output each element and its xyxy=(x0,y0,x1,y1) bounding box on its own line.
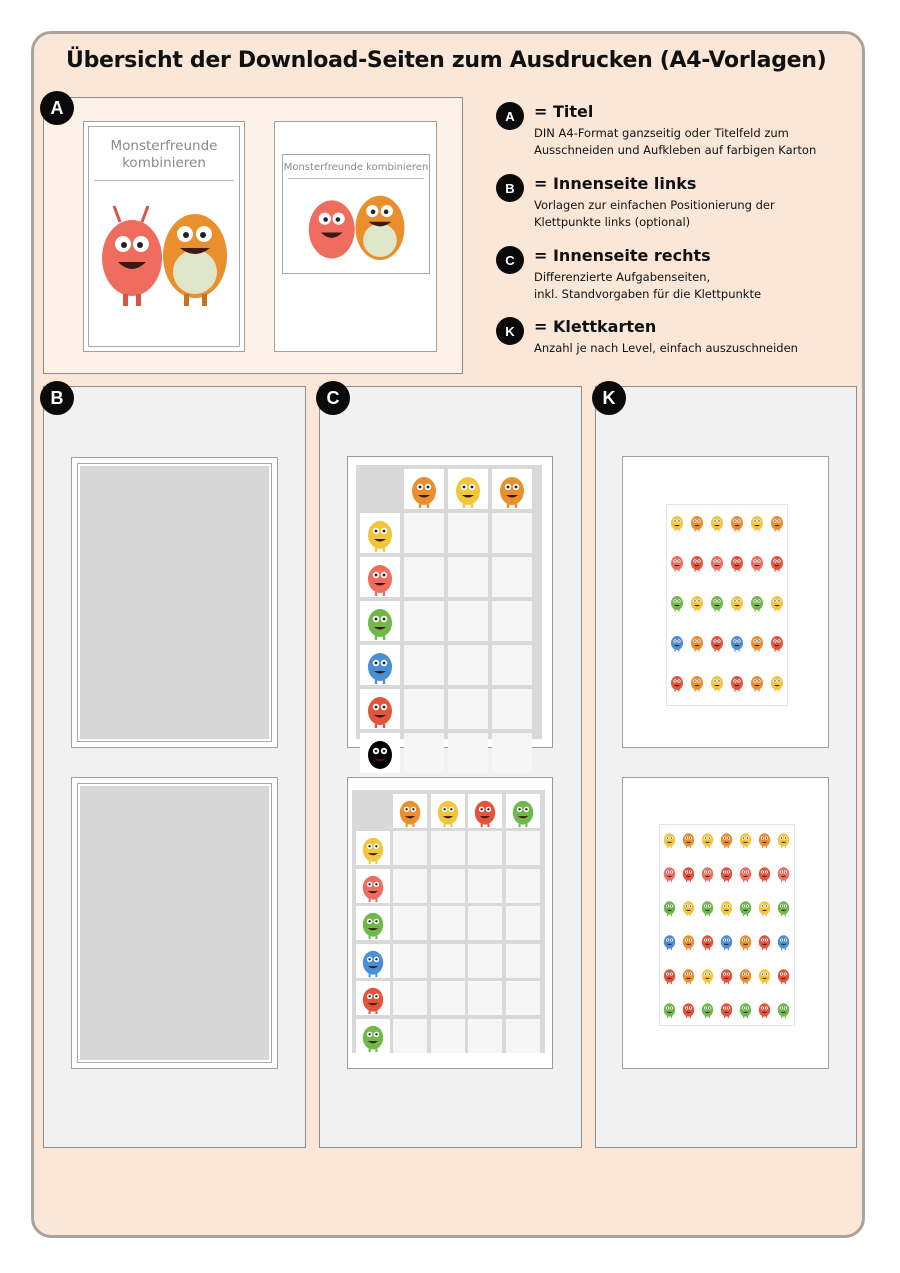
legend-title-b: = Innenseite links xyxy=(534,174,697,193)
grid-cell xyxy=(393,831,427,865)
velcro-card xyxy=(727,549,747,575)
velcro-card xyxy=(717,897,736,917)
velcro-card xyxy=(707,549,727,575)
monster-thumbnail xyxy=(356,869,390,903)
cover-title xyxy=(88,138,240,172)
legend-title-a: = Titel xyxy=(534,102,594,121)
velcro-card xyxy=(707,509,727,535)
grid-header-cell xyxy=(506,794,540,828)
grid-cell xyxy=(404,689,444,729)
legend-desc-c-line2: inkl. Standvorgaben für die Klettpunkte xyxy=(534,287,762,301)
monster-thumbnail xyxy=(492,469,532,509)
grid-cell xyxy=(404,601,444,641)
velcro-card xyxy=(707,669,727,695)
task-grid xyxy=(352,790,545,1053)
velcro-template-area xyxy=(78,784,271,1062)
velcro-card xyxy=(679,999,698,1019)
grid-header-cell xyxy=(360,689,400,729)
velcro-card xyxy=(727,589,747,615)
badge-a: A xyxy=(40,91,74,125)
grid-cell xyxy=(404,733,444,773)
velcro-card xyxy=(679,863,698,883)
page-title: Übersicht der Download-Seiten zum Ausdrucken (A4-Vorlagen) xyxy=(66,48,827,73)
legend-badge-a: A xyxy=(496,102,524,130)
velcro-card xyxy=(736,999,755,1019)
grid-cell xyxy=(393,944,427,978)
grid-header-cell xyxy=(448,469,488,509)
velcro-card xyxy=(755,897,774,917)
grid-cell xyxy=(492,645,532,685)
velcro-card xyxy=(660,829,679,849)
grid-cell xyxy=(448,689,488,729)
grid-cell xyxy=(506,1019,540,1053)
grid-cell xyxy=(492,513,532,553)
velcro-card xyxy=(736,829,755,849)
grid-cell xyxy=(506,944,540,978)
badge-c: C xyxy=(316,381,350,415)
velcro-card xyxy=(747,589,767,615)
legend-desc-a-line1: DIN A4-Format ganzseitig oder Titelfeld zum xyxy=(534,126,789,140)
velcro-cards-page-2 xyxy=(622,777,829,1069)
velcro-card xyxy=(667,629,687,655)
grid-cell xyxy=(468,944,502,978)
grid-header-cell xyxy=(356,981,390,1015)
velcro-card xyxy=(660,863,679,883)
grid-cell xyxy=(492,689,532,729)
velcro-card xyxy=(679,829,698,849)
velcro-card xyxy=(755,999,774,1019)
velcro-card xyxy=(717,999,736,1019)
velcro-card xyxy=(767,669,787,695)
velcro-card xyxy=(660,965,679,985)
velcro-cards-page-1 xyxy=(622,456,829,748)
inner-left-page-1 xyxy=(71,457,278,748)
velcro-card xyxy=(774,999,793,1019)
grid-cell xyxy=(506,831,540,865)
monster-thumbnail xyxy=(448,469,488,509)
velcro-card xyxy=(660,931,679,951)
grid-cell xyxy=(431,831,465,865)
legend-desc-k xyxy=(534,340,854,357)
grid-header-cell xyxy=(356,831,390,865)
velcro-card xyxy=(707,629,727,655)
monster-thumbnail xyxy=(468,794,502,828)
legend-desc-b-line1: Vorlagen zur einfachen Positionierung der xyxy=(534,198,775,212)
grid-cell xyxy=(393,869,427,903)
velcro-card xyxy=(667,589,687,615)
grid-cell xyxy=(448,513,488,553)
grid-cell xyxy=(468,869,502,903)
velcro-template-area xyxy=(78,464,271,741)
grid-cell xyxy=(404,645,444,685)
velcro-cards-sheet xyxy=(666,504,788,706)
velcro-card xyxy=(774,863,793,883)
velcro-card xyxy=(736,863,755,883)
velcro-card xyxy=(679,897,698,917)
grid-cell xyxy=(431,906,465,940)
cover-title-rule xyxy=(94,180,234,181)
cover-page-title-field xyxy=(274,121,437,352)
velcro-card xyxy=(687,629,707,655)
legend-title-k: = Klettkarten xyxy=(534,317,657,336)
velcro-card xyxy=(698,829,717,849)
grid-cell xyxy=(404,557,444,597)
velcro-card xyxy=(736,931,755,951)
grid-cell xyxy=(404,513,444,553)
monster-thumbnail xyxy=(356,944,390,978)
monster-thumbnail xyxy=(360,733,400,773)
grid-header-cell xyxy=(356,906,390,940)
monster-friends-small-illustration xyxy=(293,182,421,270)
velcro-card xyxy=(727,509,747,535)
velcro-card xyxy=(747,509,767,535)
legend-title-c: = Innenseite rechts xyxy=(534,246,711,265)
velcro-card xyxy=(736,897,755,917)
cover-title-line2: kombinieren xyxy=(122,155,206,171)
velcro-card xyxy=(717,931,736,951)
grid-header-cell xyxy=(360,601,400,641)
velcro-card xyxy=(767,509,787,535)
grid-cell xyxy=(448,645,488,685)
badge-k: K xyxy=(592,381,626,415)
velcro-card xyxy=(767,549,787,575)
velcro-card xyxy=(698,931,717,951)
monster-thumbnail xyxy=(360,645,400,685)
grid-cell xyxy=(448,601,488,641)
legend-desc-b-line2: Klettpunkte links (optional) xyxy=(534,215,691,229)
monster-thumbnail xyxy=(360,513,400,553)
grid-header-cell xyxy=(360,645,400,685)
velcro-card xyxy=(660,999,679,1019)
grid-header-cell xyxy=(356,1019,390,1053)
grid-cell xyxy=(431,944,465,978)
grid-header-cell xyxy=(360,733,400,773)
velcro-card xyxy=(698,965,717,985)
monster-thumbnail xyxy=(356,1019,390,1053)
badge-b: B xyxy=(40,381,74,415)
velcro-card xyxy=(755,829,774,849)
velcro-card xyxy=(767,589,787,615)
velcro-card xyxy=(747,669,767,695)
grid-header-cell xyxy=(393,794,427,828)
velcro-card xyxy=(774,897,793,917)
grid-cell xyxy=(393,906,427,940)
grid-cell xyxy=(393,981,427,1015)
velcro-card xyxy=(747,549,767,575)
monster-thumbnail xyxy=(356,906,390,940)
velcro-card xyxy=(755,931,774,951)
grid-cell xyxy=(393,1019,427,1053)
grid-cell xyxy=(468,1019,502,1053)
velcro-card xyxy=(687,669,707,695)
monster-thumbnail xyxy=(393,794,427,828)
velcro-card xyxy=(667,549,687,575)
velcro-card xyxy=(660,897,679,917)
grid-cell xyxy=(492,557,532,597)
velcro-card xyxy=(727,629,747,655)
grid-cell xyxy=(431,1019,465,1053)
task-page-level-2 xyxy=(347,777,553,1069)
velcro-card xyxy=(698,863,717,883)
grid-cell xyxy=(468,981,502,1015)
grid-header-cell xyxy=(360,557,400,597)
velcro-card xyxy=(717,863,736,883)
grid-cell xyxy=(431,869,465,903)
grid-cell xyxy=(448,557,488,597)
velcro-card xyxy=(687,549,707,575)
monster-thumbnail xyxy=(431,794,465,828)
velcro-card xyxy=(679,965,698,985)
monster-thumbnail xyxy=(356,831,390,865)
grid-cell xyxy=(468,906,502,940)
legend-badge-c: C xyxy=(496,246,524,274)
velcro-card xyxy=(767,629,787,655)
grid-header-cell xyxy=(356,869,390,903)
legend-desc-k-line1: Anzahl je nach Level, einfach auszuschneiden xyxy=(534,341,798,355)
grid-cell xyxy=(492,601,532,641)
velcro-card xyxy=(707,589,727,615)
monster-friends-illustration xyxy=(90,196,240,311)
inner-left-page-2 xyxy=(71,777,278,1069)
grid-header-cell xyxy=(492,469,532,509)
legend-desc-c-line1: Differenzierte Aufgabenseiten, xyxy=(534,270,711,284)
grid-cell xyxy=(448,733,488,773)
title-field-text: Monsterfreunde kombinieren xyxy=(283,162,429,173)
velcro-card xyxy=(698,999,717,1019)
grid-header-cell xyxy=(356,944,390,978)
monster-thumbnail xyxy=(404,469,444,509)
velcro-card xyxy=(717,829,736,849)
velcro-card xyxy=(667,669,687,695)
cover-title-line1: Monsterfreunde xyxy=(110,138,218,154)
cover-page-full xyxy=(83,121,245,352)
grid-header-cell xyxy=(468,794,502,828)
velcro-card xyxy=(755,863,774,883)
task-page-level-1 xyxy=(347,456,553,748)
velcro-card xyxy=(736,965,755,985)
velcro-card xyxy=(747,629,767,655)
velcro-card xyxy=(698,897,717,917)
grid-cell xyxy=(492,733,532,773)
velcro-card xyxy=(727,669,747,695)
grid-header-cell xyxy=(404,469,444,509)
velcro-cards-sheet xyxy=(659,824,795,1026)
grid-cell xyxy=(506,906,540,940)
legend-desc-a-line2: Ausschneiden und Aufkleben auf farbigen Karton xyxy=(534,143,817,157)
monster-thumbnail xyxy=(356,981,390,1015)
legend-desc-a xyxy=(534,125,854,159)
legend-badge-b: B xyxy=(496,174,524,202)
velcro-card xyxy=(774,965,793,985)
monster-thumbnail xyxy=(360,557,400,597)
title-field-rule xyxy=(288,178,424,179)
legend-desc-b xyxy=(534,197,854,231)
task-grid xyxy=(356,465,542,739)
velcro-card xyxy=(774,931,793,951)
grid-cell xyxy=(506,981,540,1015)
velcro-card xyxy=(679,931,698,951)
velcro-card xyxy=(755,965,774,985)
monster-thumbnail xyxy=(506,794,540,828)
velcro-card xyxy=(717,965,736,985)
velcro-card xyxy=(687,589,707,615)
monster-thumbnail xyxy=(360,689,400,729)
velcro-card xyxy=(687,509,707,535)
grid-cell xyxy=(431,981,465,1015)
grid-cell xyxy=(468,831,502,865)
grid-cell xyxy=(506,869,540,903)
legend-badge-k: K xyxy=(496,317,524,345)
grid-header-cell xyxy=(360,513,400,553)
velcro-card xyxy=(667,509,687,535)
grid-header-cell xyxy=(431,794,465,828)
velcro-card xyxy=(774,829,793,849)
legend-desc-c xyxy=(534,269,854,303)
monster-thumbnail xyxy=(360,601,400,641)
